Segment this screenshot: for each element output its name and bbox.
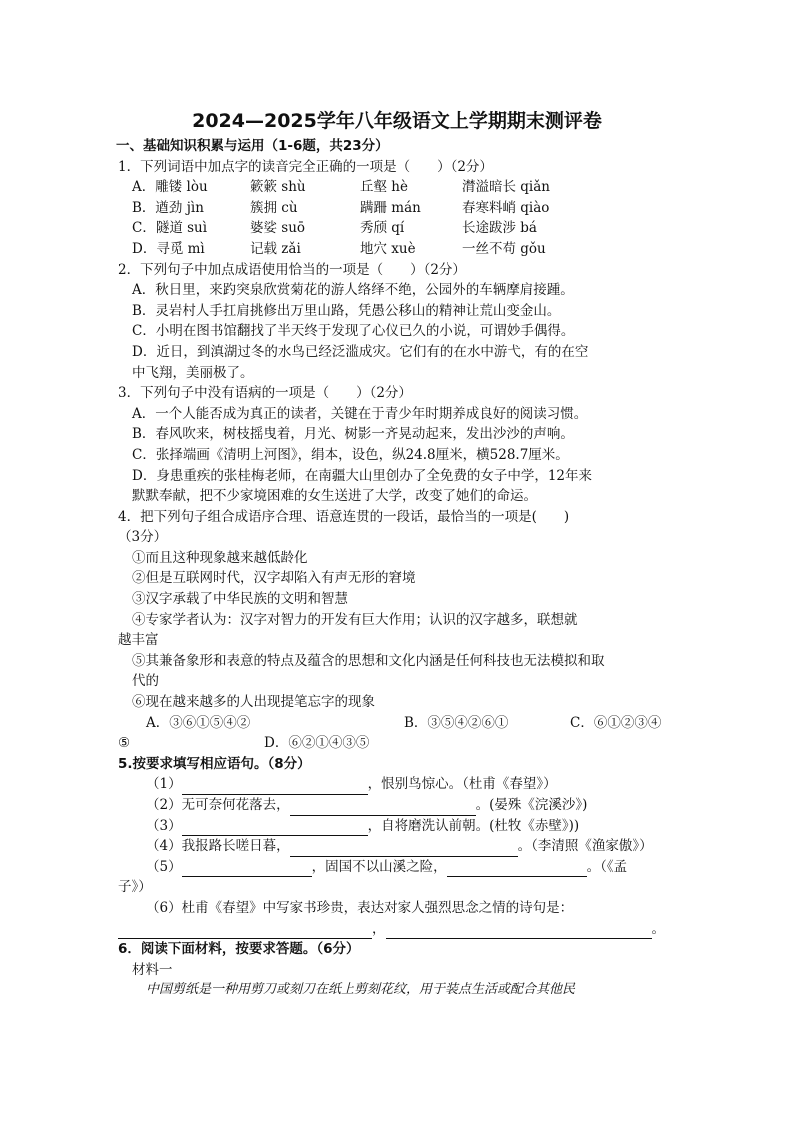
q4-option-d: D．⑥②①④③⑤ <box>264 735 370 752</box>
answer-blank[interactable] <box>386 924 652 939</box>
q5-item-text: ，自将磨洗认前朝。(杜牧《赤壁》)) <box>367 817 580 834</box>
q5-item-text: （4）我报路长嗟日暮， <box>146 838 290 855</box>
q5-item-text: 。（《孟 <box>586 858 628 875</box>
q4-options-row <box>118 713 698 734</box>
q1-cell: 蹒跚 mán <box>360 199 421 216</box>
q1-cell: 簇拥 cù <box>250 199 298 216</box>
q1-cell: 春寒料峭 qiào <box>462 199 550 216</box>
q3-option-d: D．身患重疾的张桂梅老师，在南疆大山里创办了全免费的女子中学，12年来 <box>132 467 593 484</box>
q5-item-1 <box>118 774 698 795</box>
question-1-stem: 1．下列词语中加点字的读音完全正确的一项是（ ）（2分） <box>118 158 493 175</box>
q1-cell: D．寻觅 mì <box>132 240 205 257</box>
q1-cell: 潸溢暗长 qiǎn <box>462 179 550 196</box>
q2-option-a: A．秋日里，来趵突泉欣赏菊花的游人络绎不绝，公园外的车辆摩肩接踵。 <box>132 282 574 299</box>
q2-option-c: C．小明在图书馆翻找了半天终于发现了心仪已久的小说，可谓妙手偶得。 <box>132 323 575 340</box>
q1-cell: 秀颀 qí <box>360 220 405 237</box>
q4-option-b: B．③⑤④②⑥① <box>404 714 509 731</box>
q5-item-text: 。 <box>651 920 665 937</box>
answer-blank[interactable] <box>447 862 587 877</box>
q1-option-row <box>118 218 698 239</box>
exam-body <box>118 136 698 1001</box>
q4-options-row-2 <box>118 733 698 754</box>
q3-option-b: B．春风吹来，树枝摇曳着，月光、树影一齐晃动起来，发出沙沙的声响。 <box>132 426 574 443</box>
answer-blank[interactable] <box>290 801 476 816</box>
page-title: 2024—2025学年八年级语文上学期期末测评卷 <box>192 110 602 132</box>
q3-option-a: A．一个人能否成为真正的读者，关键在于青少年时期养成良好的阅读习惯。 <box>132 405 588 422</box>
material-1-label: 材料一 <box>132 961 173 978</box>
q1-cell: 簌簌 shù <box>250 179 306 196</box>
question-3-stem: 3．下列句子中没有语病的一项是（ ）（2分） <box>118 385 412 402</box>
answer-blank[interactable] <box>290 842 518 857</box>
q1-cell: 长途跋涉 bá <box>462 220 537 237</box>
q2-option-b: B．灵岩村人手扛肩挑修出万里山路，凭愚公移山的精神让荒山变金山。 <box>132 302 561 319</box>
answer-blank[interactable] <box>182 862 312 877</box>
answer-blank[interactable] <box>182 780 368 795</box>
q4-option-c-cont: ⑤ <box>118 735 131 752</box>
question-4-score: （3分） <box>118 529 168 546</box>
q1-cell: B．遒劲 jìn <box>132 199 204 216</box>
q1-cell: 地穴 xuè <box>360 240 416 257</box>
q5-item-6-blanks <box>118 919 698 940</box>
material-1-text: 中国剪纸是一种用剪刀或刻刀在纸上剪刻花纹，用于装点生活或配合其他民 <box>146 982 576 998</box>
q1-cell: 婆娑 suō <box>250 220 306 237</box>
q4-sentence-1: ①而且这种现象越来越低龄化 <box>132 549 308 566</box>
q2-option-d: D．近日，到滇湖过冬的水鸟已经泛滥成灾。它们有的在水中游弋，有的在空 <box>132 343 589 360</box>
q1-cell: 丘壑 hè <box>360 179 408 196</box>
q5-item-5-cont: 子》） <box>118 879 152 896</box>
q4-sentence-3: ③汉字承载了中华民族的文明和智慧 <box>132 591 348 608</box>
section-heading: 一、基础知识积累与运用（1-6题，共23分） <box>116 138 389 154</box>
q4-sentence-2: ②但是互联网时代，汉字却陷入有声无形的窘境 <box>132 570 416 587</box>
q5-item-5 <box>118 857 698 878</box>
q4-sentence-5: ⑤其兼备象形和表意的特点及蕴含的思想和文化内涵是任何科技也无法模拟和取 <box>132 652 605 669</box>
q4-sentence-5-cont: 代的 <box>132 673 159 690</box>
q1-option-row <box>118 177 698 198</box>
question-6-stem: 6．阅读下面材料，按要求答题。（6分） <box>118 941 360 958</box>
q5-item-text: ，固国不以山溪之险， <box>311 858 447 875</box>
answer-blank[interactable] <box>118 924 372 939</box>
q3-option-d-cont: 默默奉献，把不少家境困难的女生送进了大学，改变了她们的命运。 <box>132 488 537 505</box>
q5-item-3 <box>118 816 698 837</box>
question-4-stem: 4．把下列句子组合成语序合理、语意连贯的一段话，最恰当的一项是( ) <box>118 508 570 525</box>
q5-item-number: （3） <box>146 817 182 834</box>
q5-item-6: （6）杜甫《春望》中写家书珍贵，表达对家人强烈思念之情的诗句是： <box>146 899 574 916</box>
q5-item-number: （5） <box>146 858 182 875</box>
q5-item-number: （1） <box>146 776 182 793</box>
q5-item-text: ， <box>372 920 386 937</box>
q5-item-4 <box>118 836 698 857</box>
q5-item-text: 。（李清照《渔家傲》） <box>517 838 653 855</box>
q1-cell: 一丝不苟 gǒu <box>462 240 546 257</box>
q1-cell: 记载 zǎi <box>250 240 301 257</box>
q2-option-d-cont: 中飞翔，美丽极了。 <box>132 364 254 381</box>
q4-sentence-6: ⑥现在越来越多的人出现提笔忘字的现象 <box>132 694 375 711</box>
q4-option-c: C．⑥①②③④ <box>570 714 662 731</box>
q5-item-text: 。(晏殊《浣溪沙》) <box>475 797 588 813</box>
q3-option-c: C．张择端画《清明上河图》，绢本，设色，纵24.8厘米，横528.7厘米。 <box>132 446 569 463</box>
q1-option-row <box>118 198 698 219</box>
question-2-stem: 2．下列句子中加点成语使用恰当的一项是（ ）（2分） <box>118 261 466 278</box>
q5-item-text: （2）无可奈何花落去， <box>146 797 290 813</box>
q1-cell: C．隧道 suì <box>132 220 208 237</box>
q4-sentence-4-cont: 越丰富 <box>118 632 159 649</box>
q1-cell: A．雕镂 lòu <box>132 179 208 196</box>
question-5-stem: 5.按要求填写相应语句。（8分） <box>118 755 311 772</box>
q5-item-text: ，恨别鸟惊心。（杜甫《春望》） <box>367 776 557 793</box>
q4-sentence-4: ④专家学者认为：汉字对智力的开发有巨大作用；认识的汉字越多，联想就 <box>132 611 578 628</box>
answer-blank[interactable] <box>182 821 368 836</box>
q1-option-row <box>118 239 698 260</box>
q5-item-2 <box>118 795 698 816</box>
q4-option-a: A．③⑥①⑤④② <box>146 714 251 731</box>
